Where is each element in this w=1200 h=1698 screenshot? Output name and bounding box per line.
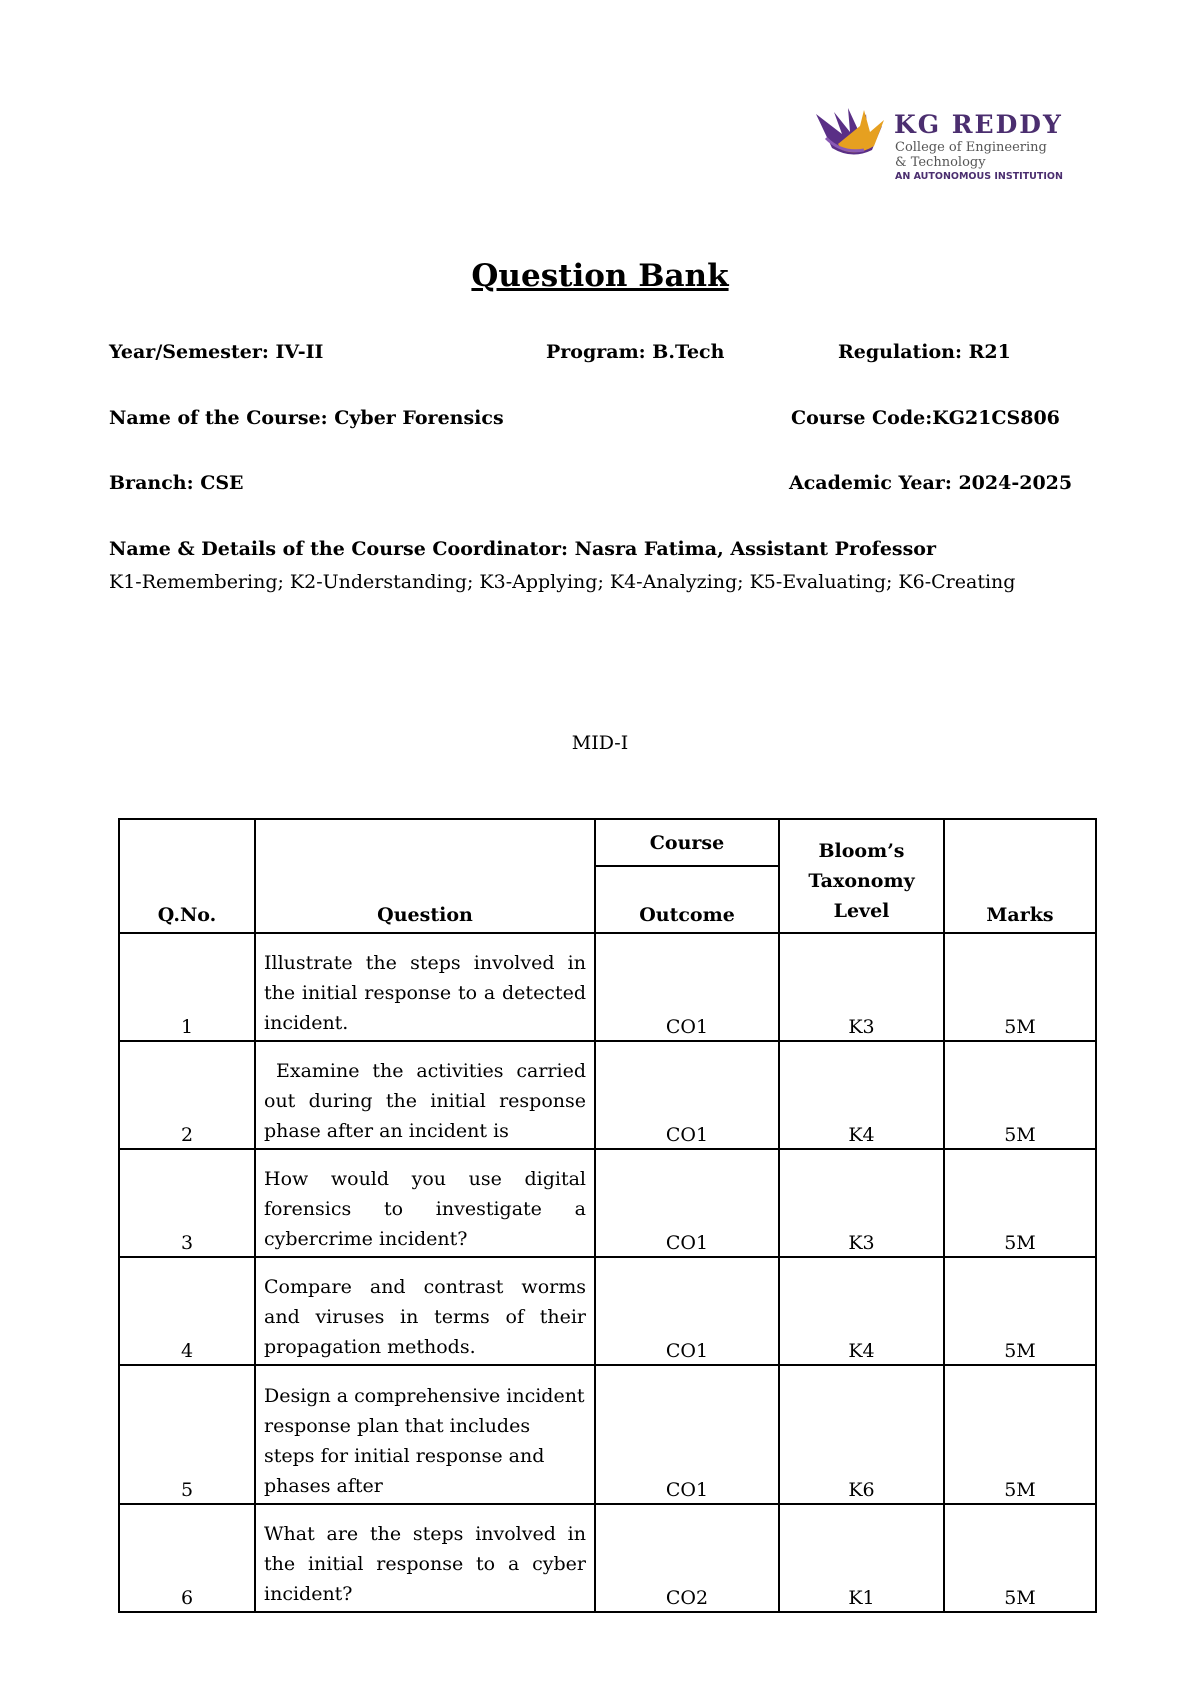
course-outcome: CO1 [595, 1365, 779, 1504]
header-outcome: Outcome [595, 866, 779, 933]
logo-name: KG REDDY [894, 110, 1063, 139]
table-row [119, 1149, 1096, 1257]
bloom-level: K3 [779, 1149, 944, 1257]
logo-line-college: College of Engineering [895, 140, 1047, 155]
page-title: Question Bank [471, 258, 729, 294]
header-bloom-level: Bloom’s Taxonomy Level [779, 819, 944, 933]
question-number: 3 [119, 1149, 255, 1257]
bloom-level: K6 [779, 1365, 944, 1504]
course-code: Course Code:KG21CS806 [791, 407, 1060, 429]
question-number: 5 [119, 1365, 255, 1504]
course-outcome: CO1 [595, 933, 779, 1041]
logo-autonomous: AN AUTONOMOUS INSTITUTION [895, 171, 1063, 182]
bloom-level: K1 [779, 1504, 944, 1612]
header-marks: Marks [944, 819, 1096, 933]
question-table [118, 818, 1097, 1613]
header-question: Question [255, 819, 595, 933]
header-qno: Q.No. [119, 819, 255, 933]
branch: Branch: CSE [109, 472, 244, 494]
college-logo [812, 104, 1102, 184]
program: Program: B.Tech [546, 341, 725, 363]
table-header-row [119, 819, 1096, 866]
question-number: 2 [119, 1041, 255, 1149]
question-number: 1 [119, 933, 255, 1041]
marks: 5M [944, 1257, 1096, 1365]
course-outcome: CO2 [595, 1504, 779, 1612]
question-text: How would you use digital forensics to investigate a cybercrime incident? [255, 1149, 595, 1257]
year-semester: Year/Semester: IV-II [109, 341, 324, 363]
course-name: Name of the Course: Cyber Forensics [109, 407, 504, 429]
question-text: Design a comprehensive incident response plan that includes steps for initial response and phases after [255, 1365, 595, 1504]
k-level-legend: K1-Remembering; K2-Understanding; K3-Applying; K4-Analyzing; K5-Evaluating; K6-Creating [109, 571, 1016, 593]
question-number: 6 [119, 1504, 255, 1612]
table-row [119, 1504, 1096, 1612]
question-text: Illustrate the steps involved in the initial response to a detected incident. [255, 933, 595, 1041]
table-row [119, 933, 1096, 1041]
marks: 5M [944, 1365, 1096, 1504]
marks: 5M [944, 1504, 1096, 1612]
academic-year: Academic Year: 2024-2025 [789, 472, 1073, 494]
marks: 5M [944, 1041, 1096, 1149]
table-row [119, 1365, 1096, 1504]
table-row [119, 1041, 1096, 1149]
course-outcome: CO1 [595, 1041, 779, 1149]
section-heading: MID-I [571, 732, 629, 754]
question-number: 4 [119, 1257, 255, 1365]
course-outcome: CO1 [595, 1257, 779, 1365]
question-text: Examine the activities carried out during the initial response phase after an incident is [255, 1041, 595, 1149]
header-course: Course [595, 819, 779, 866]
logo-line-technology: & Technology [895, 155, 986, 170]
regulation: Regulation: R21 [838, 341, 1011, 363]
bloom-level: K4 [779, 1041, 944, 1149]
question-text: What are the steps involved in the initial response to a cyber incident? [255, 1504, 595, 1612]
bloom-level: K4 [779, 1257, 944, 1365]
marks: 5M [944, 933, 1096, 1041]
table-row [119, 1257, 1096, 1365]
marks: 5M [944, 1149, 1096, 1257]
course-coordinator: Name & Details of the Course Coordinator: Nasra Fatima, Assistant Professor [109, 538, 936, 560]
bloom-level: K3 [779, 933, 944, 1041]
kg-reddy-emblem-icon [812, 104, 892, 164]
question-text: Compare and contrast worms and viruses in terms of their propagation methods. [255, 1257, 595, 1365]
course-outcome: CO1 [595, 1149, 779, 1257]
